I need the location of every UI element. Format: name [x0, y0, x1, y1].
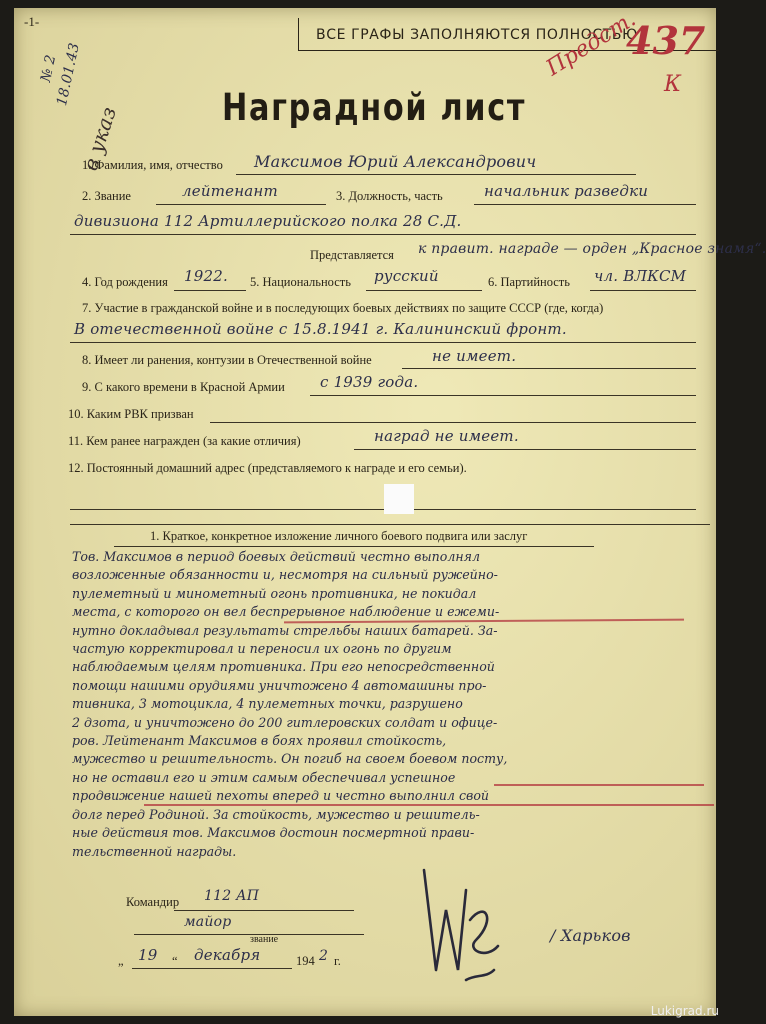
story-line: продвижение нашей пехоты вперед и честно выполнил свой: [72, 788, 490, 804]
section-rule-bottom: [114, 546, 594, 547]
q4-line: [174, 290, 246, 291]
margin-date: 18.01.43: [54, 41, 83, 108]
date-open: „: [118, 954, 124, 968]
story-line: но не оставил его и этим самым обеспечивал успешное: [72, 769, 456, 785]
q4-label: 4. Год рождения: [82, 275, 168, 289]
q10-label: 10. Каким РВК призван: [68, 407, 194, 421]
q9-line: [310, 395, 696, 396]
q11-label: 11. Кем ранее награжден (за какие отличия): [68, 434, 301, 448]
red-pencil-underline: [494, 784, 704, 786]
q5-line: [366, 290, 482, 291]
q6-label: 6. Партийность: [488, 275, 570, 289]
story-line: помощи нашими орудиями уничтожено 4 автомашины про-: [72, 677, 487, 693]
q2-value: лейтенант: [182, 182, 278, 200]
date-year-suffix: 2: [319, 948, 329, 964]
commander-line: [174, 910, 354, 911]
header-notice: ВСЕ ГРАФЫ ЗАПОЛНЯЮТСЯ ПОЛНОСТЬЮ: [316, 27, 638, 43]
q7-value: В отечественной войне с 15.8.1941 г. Калининский фронт.: [74, 320, 567, 338]
commander-signature-icon: [406, 850, 516, 1000]
q11-line: [354, 449, 696, 450]
story-line: ные действия тов. Максимов достоин посмертной прави-: [72, 825, 475, 841]
q6-value: чл. ВЛКСМ: [594, 267, 687, 285]
q7-line: [70, 342, 696, 343]
story-line: места, с которого он вел беспрерывное наблюдение и ежеми-: [72, 604, 500, 620]
rank-value: майор: [184, 914, 232, 930]
q3-value: начальник разведки: [484, 182, 649, 200]
q4-value: 1922.: [184, 267, 228, 285]
q9-value: с 1939 года.: [320, 373, 419, 391]
q1-line: [236, 174, 636, 175]
q1-value: Максимов Юрий Александрович: [254, 152, 537, 171]
story-line: наблюдаемым целям противника. При его непосредственной: [72, 659, 495, 675]
story-line: Тов. Максимов в период боевых действий честно выполнял: [72, 549, 481, 564]
margin-number: № 2: [38, 53, 60, 84]
commander-label: Командир: [126, 895, 180, 909]
date-mid: “: [172, 954, 178, 968]
red-stamp-letter: К: [664, 72, 682, 97]
date-month: декабря: [194, 946, 261, 964]
date-line: [132, 968, 292, 969]
q5-value: русский: [374, 267, 439, 285]
story-line: долг перед Родиной. За стойкость, мужество и решитель-: [72, 806, 480, 822]
q5-label: 5. Национальность: [250, 275, 351, 289]
story-line: частую корректировал и переносил их огонь по другим: [72, 641, 452, 657]
story-line: пулеметный и минометный огонь противника, не покидал: [72, 585, 477, 601]
watermark: Lukigrad.ru: [650, 1004, 719, 1018]
q9-label: 9. С какого времени в Красной Армии: [82, 380, 285, 394]
q1-label: 1. Фамилия, имя, отчество: [82, 158, 223, 172]
story-line: нутно докладывал результаты стрельбы наших батарей. За-: [72, 622, 498, 638]
q3-line: [474, 204, 696, 205]
date-year-prefix: 194: [296, 954, 315, 968]
story-line: возложенные обязанности и, несмотря на сильный ружейно-: [72, 567, 498, 583]
story-line: тивника, 3 мотоцикла, 4 пулеметных точки, разрушено: [72, 696, 463, 712]
corner-mark: -1-: [24, 14, 40, 29]
q3-value-cont: дивизиона 112 Артиллерийского полка 28 С.Д.: [74, 212, 462, 230]
presented-value: к правит. награде — орден „Красное знамя“.: [418, 241, 766, 257]
q2-line: [156, 204, 326, 205]
story-line: 2 дзота, и уничтожено до 200 гитлеровских солдат и офице-: [72, 714, 498, 730]
margin-note: в указ: [78, 103, 122, 174]
q8-value: не имеет.: [432, 347, 517, 365]
presented-label: Представляется: [310, 248, 394, 262]
signer-name: / Харьков: [550, 926, 631, 945]
q3-cont-line: [70, 234, 696, 235]
q10-line: [210, 422, 696, 423]
award-sheet: [14, 6, 766, 1016]
q2-label: 2. Звание: [82, 189, 131, 203]
q7-label: 7. Участие в гражданской войне и в последующих боевых действиях по защите СССР (где, когда): [82, 301, 604, 315]
q3-label: 3. Должность, часть: [336, 189, 443, 203]
q11-value: наград не имеет.: [374, 427, 519, 445]
q8-line: [402, 368, 696, 369]
rank-line: [134, 934, 364, 935]
red-stamp-number: 437: [626, 18, 706, 63]
section-rule-top: [70, 524, 710, 525]
section-title: 1. Краткое, конкретное изложение личного боевого подвига или заслуг: [150, 529, 528, 543]
commander-value: 112 АП: [204, 888, 260, 904]
story-line: ров. Лейтенант Максимов в боях проявил стойкость,: [72, 733, 447, 749]
q12-line: [70, 509, 696, 510]
story-text: [72, 548, 507, 861]
q6-line: [590, 290, 696, 291]
rank-label: звание: [250, 934, 279, 945]
story-line: мужество и решительность. Он погиб на своем боевом посту,: [72, 751, 508, 767]
paper-hole: [384, 484, 414, 514]
page-title: Наградной лист: [222, 86, 527, 129]
q8-label: 8. Имеет ли ранения, контузии в Отечественной войне: [82, 353, 372, 367]
red-stamp-word: Предст.: [542, 6, 641, 82]
story-line: тельственной награды.: [72, 843, 237, 859]
date-day: 19: [138, 946, 158, 964]
date-year-end: г.: [334, 954, 341, 968]
q12-label: 12. Постоянный домашний адрес (представляемого к награде и его семьи).: [68, 461, 467, 475]
